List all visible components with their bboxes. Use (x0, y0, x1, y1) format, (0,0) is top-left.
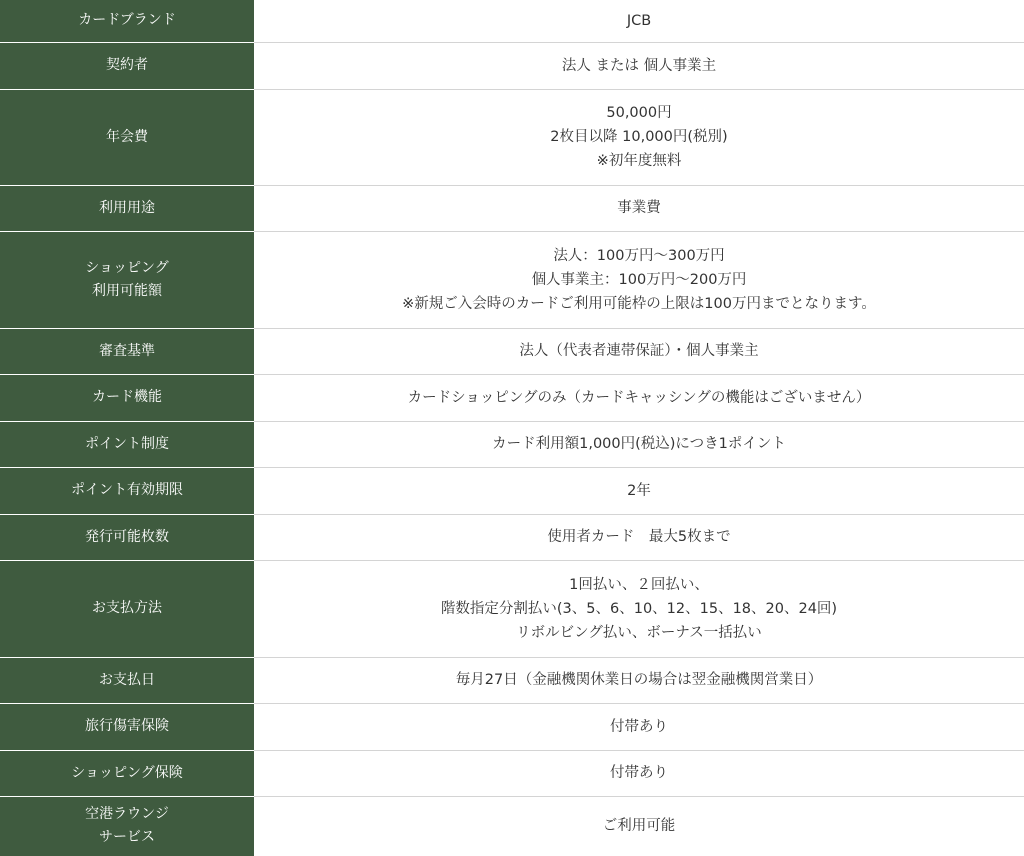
spec-value-cell (254, 185, 1024, 231)
spec-value: 法人 または 個人事業主 (561, 57, 717, 74)
spec-label-cell (0, 796, 254, 856)
spec-row (0, 185, 1024, 231)
spec-label: カード機能 (92, 389, 162, 405)
spec-row (0, 750, 1024, 796)
spec-row (0, 374, 1024, 421)
spec-value: 50,000円 (606, 105, 672, 121)
spec-label-cell (0, 42, 254, 89)
spec-value: リボルビング払い、ボーナス一括払い (516, 624, 762, 641)
spec-label: 審査基準 (99, 342, 155, 359)
spec-value: 毎月27日（金融機関休業日の場合は翌金融機関営業日） (455, 672, 823, 688)
spec-value: JCB (626, 12, 652, 29)
spec-label-cell (0, 185, 254, 231)
spec-label-cell (0, 750, 254, 796)
spec-value: 1回払い、２回払い、 (569, 576, 709, 593)
spec-value-cell (254, 467, 1024, 514)
spec-value: 2枚目以降 10,000円(税別) (550, 129, 728, 145)
spec-value: カード利用額1,000円(税込)につき1ポイント (492, 436, 786, 452)
spec-value-cell (254, 657, 1024, 703)
spec-label: 利用可能額 (92, 282, 162, 299)
spec-value-cell (254, 421, 1024, 467)
spec-row (0, 421, 1024, 467)
spec-label: 空港ラウンジ (85, 806, 169, 823)
spec-row (0, 467, 1024, 514)
spec-label: 利用用途 (99, 199, 155, 216)
spec-label: サービス (99, 829, 155, 846)
spec-value-cell (254, 374, 1024, 421)
spec-value-cell (254, 328, 1024, 374)
spec-label-cell (0, 467, 254, 514)
spec-label: ショッピング保険 (71, 764, 183, 781)
spec-label: カードブランド (78, 12, 176, 29)
spec-value: ご利用可能 (602, 818, 676, 835)
spec-value: 個人事業主：100万円〜200万円 (531, 271, 747, 288)
spec-value: 法人：100万円〜300万円 (553, 247, 725, 264)
spec-label: ポイント制度 (85, 435, 169, 452)
spec-row (0, 657, 1024, 703)
spec-value-cell (254, 560, 1024, 657)
spec-label-cell (0, 231, 254, 328)
spec-row (0, 89, 1024, 185)
spec-row (0, 42, 1024, 89)
spec-label-cell (0, 374, 254, 421)
spec-row (0, 796, 1024, 856)
spec-value: 付帯あり (610, 765, 668, 781)
spec-row (0, 560, 1024, 657)
spec-row (0, 0, 1024, 42)
spec-value: 使用者カード 最大5枚まで (547, 529, 731, 545)
spec-label: お支払方法 (92, 600, 162, 616)
spec-value: 事業費 (617, 200, 661, 216)
spec-label-cell (0, 560, 254, 657)
spec-value: 付帯あり (610, 718, 668, 735)
spec-label-cell (0, 0, 254, 42)
spec-value: 2年 (627, 482, 651, 499)
spec-label: ショッピング (85, 259, 169, 276)
spec-label-cell (0, 514, 254, 560)
spec-label: 旅行傷害保険 (85, 718, 169, 734)
spec-label: 発行可能枚数 (85, 528, 169, 545)
spec-value: ※新規ご入会時のカードご利用可能枠の上限は100万円までとなります。 (402, 295, 876, 312)
spec-label-cell (0, 89, 254, 185)
spec-value: 法人（代表者連帯保証）・個人事業主 (519, 343, 759, 359)
spec-row (0, 231, 1024, 328)
spec-value-cell (254, 42, 1024, 89)
spec-row (0, 703, 1024, 750)
spec-value: ※初年度無料 (596, 153, 682, 169)
spec-value-cell (254, 514, 1024, 560)
spec-label-cell (0, 421, 254, 467)
spec-label: ポイント有効期限 (71, 482, 183, 498)
spec-label-cell (0, 328, 254, 374)
spec-value-cell (254, 231, 1024, 328)
spec-label: 契約者 (106, 57, 148, 73)
spec-label: 年会費 (106, 128, 148, 145)
spec-value-cell (254, 750, 1024, 796)
spec-value-cell (254, 89, 1024, 185)
spec-value: カードショッピングのみ（カードキャッシングの機能はございません） (407, 389, 871, 406)
spec-row (0, 514, 1024, 560)
spec-label: お支払日 (99, 671, 155, 688)
spec-value-cell (254, 703, 1024, 750)
spec-label-cell (0, 703, 254, 750)
spec-value-cell (254, 796, 1024, 856)
spec-value-cell (254, 0, 1024, 42)
spec-value: 階数指定分割払い(3、5、6、10、12、15、18、20、24回) (440, 600, 838, 617)
spec-label-cell (0, 657, 254, 703)
spec-row (0, 328, 1024, 374)
